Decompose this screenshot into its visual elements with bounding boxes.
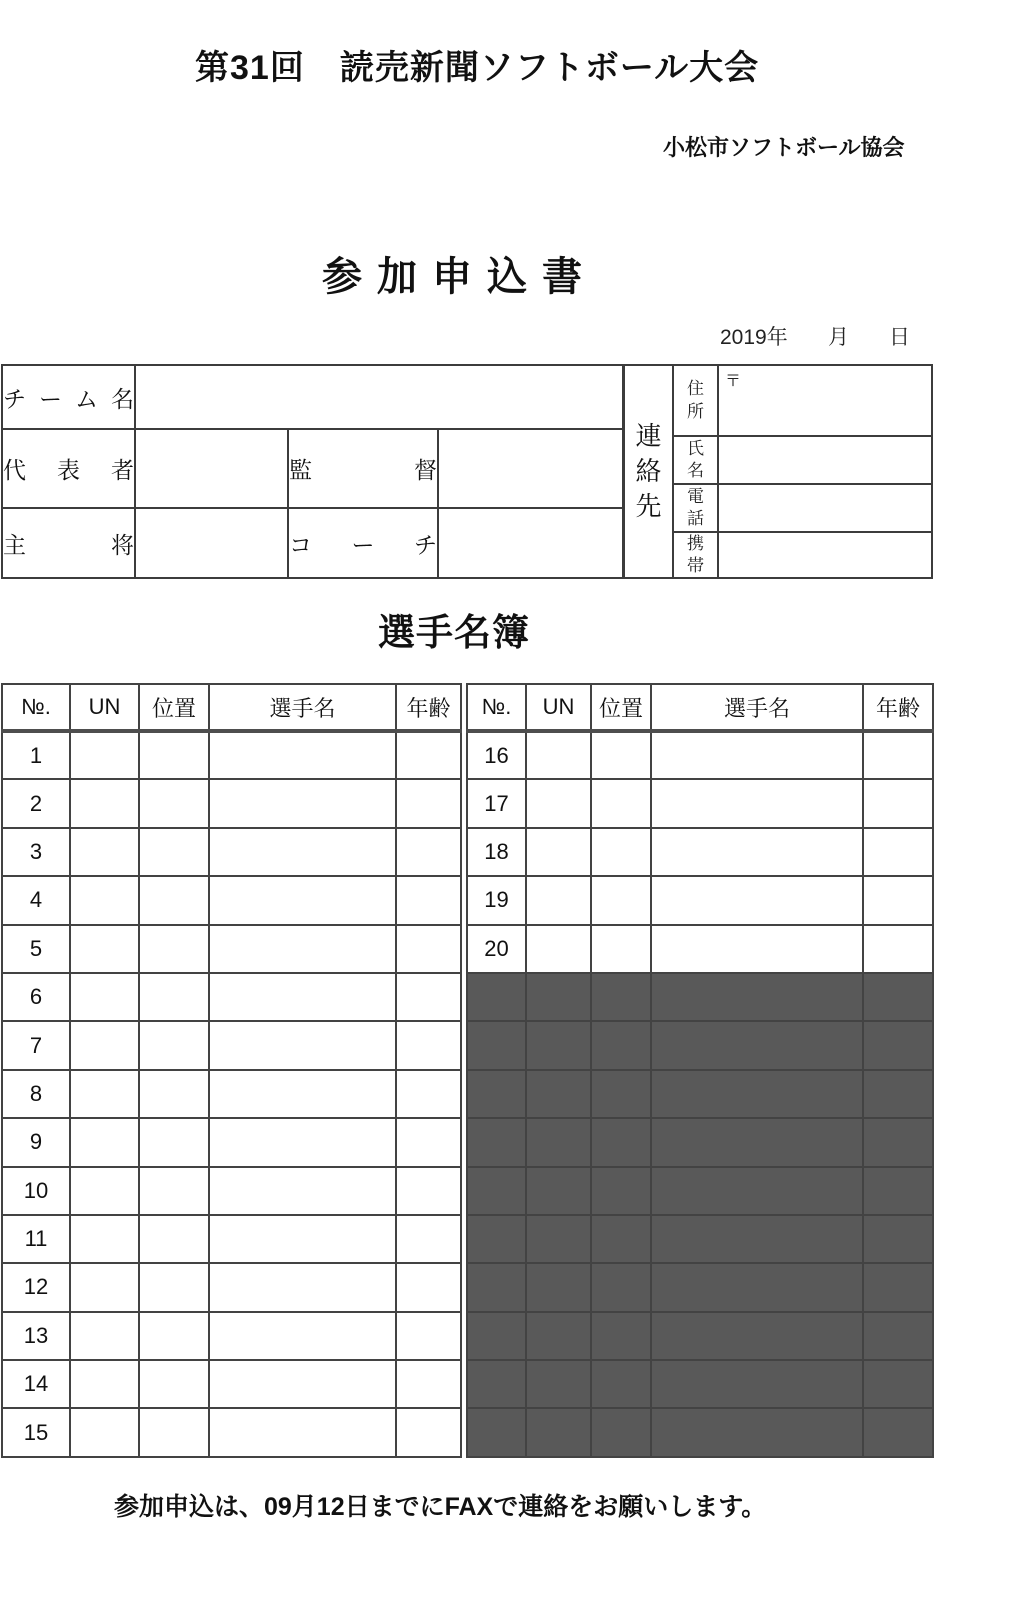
blocked-cell <box>651 1118 863 1166</box>
empty-un-cell <box>70 925 139 973</box>
player-number: 10 <box>2 1167 70 1215</box>
empty-position-cell <box>591 731 651 779</box>
blocked-cell <box>591 1215 651 1263</box>
blocked-cell <box>863 1215 933 1263</box>
postal-mark: 〒 <box>725 373 742 390</box>
empty-age-cell <box>863 876 933 924</box>
roster-row <box>2 1312 461 1360</box>
empty-un-cell <box>526 828 591 876</box>
roster-table-left <box>1 683 462 1458</box>
empty-player-name-cell <box>209 925 396 973</box>
empty-player-name-cell <box>209 828 396 876</box>
coach-label: コーチ <box>288 508 438 578</box>
blocked-cell <box>863 973 933 1021</box>
empty-age-cell <box>863 779 933 827</box>
player-number: 3 <box>2 828 70 876</box>
empty-player-name-cell <box>209 973 396 1021</box>
empty-age-cell <box>396 1167 461 1215</box>
roster-row-blocked <box>467 1312 933 1360</box>
player-number: 20 <box>467 925 526 973</box>
empty-age-cell <box>396 1360 461 1408</box>
roster-row <box>467 779 933 827</box>
player-number: 18 <box>467 828 526 876</box>
empty-un-cell <box>526 876 591 924</box>
empty-position-cell <box>139 731 209 779</box>
roster-row-blocked <box>467 1167 933 1215</box>
roster-row <box>2 1360 461 1408</box>
blocked-cell <box>863 1360 933 1408</box>
team-name-label: チーム名 <box>2 365 135 429</box>
roster-heading: 選手名簿 <box>378 612 530 653</box>
roster-row <box>2 1118 461 1166</box>
roster-row <box>2 1263 461 1311</box>
player-number: 17 <box>467 779 526 827</box>
player-number: 9 <box>2 1118 70 1166</box>
roster-row-blocked <box>467 1215 933 1263</box>
empty-player-name-cell <box>209 876 396 924</box>
empty-un-cell <box>70 779 139 827</box>
empty-position-cell <box>139 1070 209 1118</box>
date-day: 日 <box>889 326 910 349</box>
empty-un-cell <box>70 1312 139 1360</box>
blocked-cell <box>651 1408 863 1456</box>
empty-position-cell <box>139 1312 209 1360</box>
blocked-cell <box>526 1118 591 1166</box>
contact-table <box>623 364 933 579</box>
roster-row <box>2 1408 461 1456</box>
empty-position-cell <box>139 1118 209 1166</box>
empty-un-cell <box>526 925 591 973</box>
blocked-cell <box>467 1312 526 1360</box>
player-number: 14 <box>2 1360 70 1408</box>
roster-header-no: №. <box>467 684 526 731</box>
empty-position-cell <box>139 1215 209 1263</box>
blocked-cell <box>591 1408 651 1456</box>
blocked-cell <box>526 1312 591 1360</box>
empty-player-name-cell <box>651 779 863 827</box>
empty-age-cell <box>396 1408 461 1456</box>
player-number: 11 <box>2 1215 70 1263</box>
empty-un-cell <box>70 1360 139 1408</box>
roster-row <box>2 1070 461 1118</box>
blocked-cell <box>467 1263 526 1311</box>
roster-header-age: 年齢 <box>863 684 933 731</box>
empty-age-cell <box>396 1118 461 1166</box>
roster-table-right <box>466 683 934 1458</box>
blocked-cell <box>526 1070 591 1118</box>
player-number: 15 <box>2 1408 70 1456</box>
empty-age-cell <box>396 876 461 924</box>
blocked-cell <box>863 1070 933 1118</box>
empty-age-cell <box>863 828 933 876</box>
empty-position-cell <box>139 925 209 973</box>
empty-player-name-cell <box>209 1215 396 1263</box>
blocked-cell <box>526 1263 591 1311</box>
mobile-label: 携帯 <box>673 532 718 578</box>
blocked-cell <box>467 1215 526 1263</box>
address-label: 住所 <box>673 365 718 436</box>
roster-row <box>2 876 461 924</box>
roster-header-position: 位置 <box>591 684 651 731</box>
blocked-cell <box>591 1021 651 1069</box>
empty-player-name-cell <box>209 731 396 779</box>
phone-label: 電話 <box>673 484 718 532</box>
roster-row <box>2 1215 461 1263</box>
captain-row <box>2 508 623 578</box>
empty-age-cell <box>396 925 461 973</box>
empty-player-name-cell <box>209 1360 396 1408</box>
blocked-cell <box>526 1167 591 1215</box>
blocked-cell <box>526 1215 591 1263</box>
manager-label: 監督 <box>288 429 438 508</box>
empty-position-cell <box>139 876 209 924</box>
empty-age-cell <box>396 1070 461 1118</box>
blocked-cell <box>591 1360 651 1408</box>
roster-row <box>2 779 461 827</box>
blocked-cell <box>651 1360 863 1408</box>
blocked-cell <box>526 1408 591 1456</box>
roster-header-player-name: 選手名 <box>651 684 863 731</box>
empty-player-name-cell <box>651 828 863 876</box>
blocked-cell <box>591 1312 651 1360</box>
roster-row <box>467 925 933 973</box>
roster-row <box>467 828 933 876</box>
page-title: 第31回 読売新聞ソフトボール大会 <box>195 49 760 87</box>
empty-age-cell <box>396 1312 461 1360</box>
empty-un-cell <box>70 1408 139 1456</box>
roster-row <box>467 731 933 779</box>
roster-header-player-name: 選手名 <box>209 684 396 731</box>
roster-row <box>2 1167 461 1215</box>
empty-age-cell <box>396 828 461 876</box>
roster-header-un: UN <box>526 684 591 731</box>
captain-cell <box>135 508 288 578</box>
address-cell <box>718 365 932 436</box>
blocked-cell <box>651 1021 863 1069</box>
mobile-cell <box>718 532 932 578</box>
empty-position-cell <box>139 1263 209 1311</box>
empty-position-cell <box>591 828 651 876</box>
blocked-cell <box>651 1263 863 1311</box>
blocked-cell <box>863 1118 933 1166</box>
roster-row-blocked <box>467 1408 933 1456</box>
blocked-cell <box>526 1360 591 1408</box>
contact-label <box>624 365 673 578</box>
empty-un-cell <box>70 973 139 1021</box>
roster-header-row <box>2 684 461 731</box>
date-month: 月 <box>828 326 849 349</box>
empty-un-cell <box>70 876 139 924</box>
manager-cell <box>438 429 623 508</box>
empty-position-cell <box>139 828 209 876</box>
organization-name: 小松市ソフトボール協会 <box>663 135 905 160</box>
empty-position-cell <box>139 1021 209 1069</box>
player-number: 12 <box>2 1263 70 1311</box>
empty-player-name-cell <box>209 1118 396 1166</box>
empty-position-cell <box>591 779 651 827</box>
name-cell <box>718 436 932 484</box>
phone-cell <box>718 484 932 532</box>
blocked-cell <box>591 1070 651 1118</box>
empty-un-cell <box>70 731 139 779</box>
representative-label: 代表者 <box>2 429 135 508</box>
roster-header-row <box>467 684 933 731</box>
empty-player-name-cell <box>651 876 863 924</box>
blocked-cell <box>526 1021 591 1069</box>
empty-player-name-cell <box>651 925 863 973</box>
blocked-cell <box>651 1312 863 1360</box>
empty-age-cell <box>396 973 461 1021</box>
roster-header-position: 位置 <box>139 684 209 731</box>
empty-player-name-cell <box>209 1312 396 1360</box>
player-number: 2 <box>2 779 70 827</box>
empty-un-cell <box>70 828 139 876</box>
coach-cell <box>438 508 623 578</box>
empty-position-cell <box>591 925 651 973</box>
empty-position-cell <box>139 1408 209 1456</box>
empty-position-cell <box>139 973 209 1021</box>
blocked-cell <box>651 1167 863 1215</box>
empty-age-cell <box>863 925 933 973</box>
application-form-heading: 参加申込書 <box>322 255 597 299</box>
empty-position-cell <box>591 876 651 924</box>
empty-un-cell <box>526 731 591 779</box>
empty-age-cell <box>396 731 461 779</box>
empty-un-cell <box>526 779 591 827</box>
empty-position-cell <box>139 779 209 827</box>
empty-age-cell <box>863 731 933 779</box>
roster-header-no: №. <box>2 684 70 731</box>
roster-row-blocked <box>467 1360 933 1408</box>
empty-un-cell <box>70 1021 139 1069</box>
empty-player-name-cell <box>651 731 863 779</box>
empty-player-name-cell <box>209 1070 396 1118</box>
roster-header-age: 年齢 <box>396 684 461 731</box>
date-year: 2019年 <box>720 326 788 349</box>
empty-age-cell <box>396 1215 461 1263</box>
blocked-cell <box>863 1408 933 1456</box>
empty-position-cell <box>139 1360 209 1408</box>
roster-row <box>2 828 461 876</box>
blocked-cell <box>467 1167 526 1215</box>
captain-label: 主将 <box>2 508 135 578</box>
empty-age-cell <box>396 779 461 827</box>
empty-player-name-cell <box>209 1167 396 1215</box>
empty-age-cell <box>396 1263 461 1311</box>
blocked-cell <box>526 973 591 1021</box>
roster-row-blocked <box>467 973 933 1021</box>
empty-un-cell <box>70 1263 139 1311</box>
player-number: 6 <box>2 973 70 1021</box>
team-name-row <box>2 365 623 429</box>
empty-un-cell <box>70 1215 139 1263</box>
application-form-table <box>1 364 624 579</box>
player-number: 13 <box>2 1312 70 1360</box>
blocked-cell <box>863 1167 933 1215</box>
blocked-cell <box>863 1312 933 1360</box>
representative-row <box>2 429 623 508</box>
roster-row-blocked <box>467 1021 933 1069</box>
player-number: 4 <box>2 876 70 924</box>
blocked-cell <box>467 1360 526 1408</box>
empty-player-name-cell <box>209 779 396 827</box>
representative-cell <box>135 429 288 508</box>
blocked-cell <box>467 1408 526 1456</box>
empty-un-cell <box>70 1070 139 1118</box>
roster-row <box>2 1021 461 1069</box>
blocked-cell <box>591 1167 651 1215</box>
empty-un-cell <box>70 1167 139 1215</box>
blocked-cell <box>591 973 651 1021</box>
blocked-cell <box>591 1263 651 1311</box>
roster-row-blocked <box>467 1070 933 1118</box>
player-number: 16 <box>467 731 526 779</box>
player-number: 1 <box>2 731 70 779</box>
empty-player-name-cell <box>209 1408 396 1456</box>
blocked-cell <box>591 1118 651 1166</box>
roster-row-blocked <box>467 1263 933 1311</box>
player-number: 5 <box>2 925 70 973</box>
blocked-cell <box>467 1118 526 1166</box>
blocked-cell <box>467 1021 526 1069</box>
empty-player-name-cell <box>209 1021 396 1069</box>
blocked-cell <box>863 1263 933 1311</box>
player-number: 8 <box>2 1070 70 1118</box>
blocked-cell <box>651 1215 863 1263</box>
blocked-cell <box>863 1021 933 1069</box>
blocked-cell <box>651 1070 863 1118</box>
roster-row <box>467 876 933 924</box>
team-name-cell <box>135 365 623 429</box>
blocked-cell <box>467 1070 526 1118</box>
footer-note: 参加申込は、09月12日までにFAXで連絡をお願いします。 <box>114 1493 767 1521</box>
name-label: 氏名 <box>673 436 718 484</box>
roster-row <box>2 731 461 779</box>
empty-player-name-cell <box>209 1263 396 1311</box>
player-number: 19 <box>467 876 526 924</box>
blocked-cell <box>651 973 863 1021</box>
empty-position-cell <box>139 1167 209 1215</box>
empty-age-cell <box>396 1021 461 1069</box>
contact-label-text: 連絡先 <box>635 420 662 522</box>
empty-un-cell <box>70 1118 139 1166</box>
contact-address-row <box>624 365 932 436</box>
player-number: 7 <box>2 1021 70 1069</box>
roster-row <box>2 973 461 1021</box>
roster-header-un: UN <box>70 684 139 731</box>
roster-row <box>2 925 461 973</box>
roster-row-blocked <box>467 1118 933 1166</box>
blocked-cell <box>467 973 526 1021</box>
